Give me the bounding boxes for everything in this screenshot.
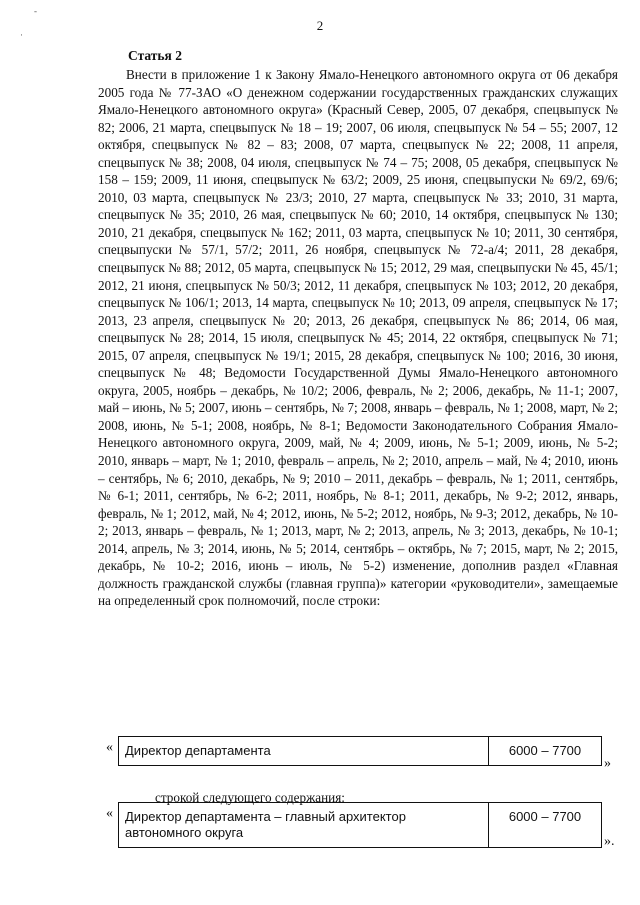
scan-artifact: - [34,6,37,16]
position-title: Директор департамента [119,737,489,765]
open-quote: « [106,740,113,755]
article-title: Статья 2 [128,48,182,63]
salary-range: 6000 – 7700 [508,809,582,824]
existing-position-row [118,736,602,766]
page-number: 2 [316,18,324,33]
new-position-row [118,802,602,848]
close-quote: ». [604,834,615,849]
scan-artifact: · [20,30,23,40]
article-body: Внести в приложение 1 к Закону Ямало-Ненецкого автономного округа от 06 декабря 2005 года № 77-ЗАО «О денежном содержании государственных гражданских служащих Ямало-Ненецкого автономного округа» (Красный Север, 2005, 07 декабря, спецвыпуск № 82; 2006, 21 марта, спецвыпуск № 18 – 19; 2007, 06 июля, спецвыпуск № 54 – 55; 2007, 12 октября, спецвыпуск № 82 – 83; 2008, 07 марта, спецвыпуск № 22; 2008, 11 апреля, спецвыпуск № 38; 2008, 04 июля, спецвыпуск № 74 – 75; 2008, 05 декабря, спецвыпуск № 158 – 159; 2009, 11 июня, спецвыпуск № 63/2; 2009, 25 июня, спецвыпуски № 69/2, 69/6; 2010, 03 марта, спецвыпуск № 23/3; 2010, 27 марта, спецвыпуск № 33; 2010, 31 марта, спецвыпуск № 35; 2010, 26 мая, спецвыпуск № 60; 2010, 14 октября, спецвыпуск № 130; 2010, 21 декабря, спецвыпуск № 162; 2011, 03 марта, спецвыпуск № 10; 2011, 30 сентября, спецвыпуски № 57/1, 57/2; 2011, 26 ноября, спецвыпуск № 72-а/4; 2011, 28 декабря, спецвыпуск № 88; 2012, 05 марта, спецвыпуск № 15; 2012, 29 мая, спецвыпуски № 45, 45/1; 2012, 21 июня, спецвыпуск № 50/3; 2012, 11 декабря, спецвыпуск № 103; 2012, 20 декабря, спецвыпуск № 106/1; 2013, 14 марта, спецвыпуск № 10; 2013, 09 апреля, спецвыпуск № 17; 2013, 23 апреля, спецвыпуск № 20; 2013, 26 декабря, спецвыпуск № 86; 2014, 06 мая, спецвыпуск № 28; 2014, 15 июля, спецвыпуск № 45; 2014, 22 октября, спецвыпуск № 71; 2015, 07 апреля, спецвыпуск № 19/1; 2015, 28 декабря, спецвыпуск № 100; 2016, 30 июня, спецвыпуск № 48; Ведомости Государственной Думы Ямало-Ненецкого автономного округа, 2005, ноябрь – декабрь, № 10/2; 2006, февраль, № 2; 2006, декабрь, № 11-1; 2007, май – июнь, № 5; 2007, июнь – сентябрь, № 7; 2008, январь – февраль, № 1; 2008, март, № 2; 2008, июнь, № 5-1; 2008, ноябрь, № 8-1; Ведомости Законодательного Собрания Ямало-Ненецкого автономного округа, 2009, май, № 4; 2009, июнь, № 5-1; 2009, июнь, № 5-2; 2010, январь – март, № 1; 2010, февраль – апрель, № 2; 2010, апрель – май, № 4; 2010, июнь – сентябрь, № 6; 2010, декабрь, № 9; 2010 – 2011, декабрь – февраль, № 1; 2011, сентябрь, № 6-1; 2011, сентябрь, № 6-2; 2011, ноябрь, № 8-1; 2011, декабрь, № 9-2; 2012, январь, февраль, № 1; 2012, май, № 4; 2012, июнь, № 5-2; 2012, ноябрь, № 9-3; 2012, декабрь, № 10-2; 2013, январь – февраль, № 1; 2013, март, № 2; 2013, апрель, № 3; 2013, декабрь, № 10-1; 2014, апрель, № 3; 2014, июнь, № 5; 2014, сентябрь – октябрь, № 7; 2015, март, № 2; 2015, декабрь, № 10-2; 2016, июнь – июль, № 5-2) изменение, дополнив раздел «Главная должность гражданской службы (главная группа)» категории «руководители», замещаемые на определенный срок полномочий, после строки: [98,67,618,609]
open-quote: « [106,806,113,821]
salary-range: 6000 – 7700 [508,743,582,758]
position-title: Директор департамента – главный архитектор автономного округа [119,803,489,847]
close-quote: » [604,756,611,771]
following-label: строкой следующего содержания: [155,790,345,805]
